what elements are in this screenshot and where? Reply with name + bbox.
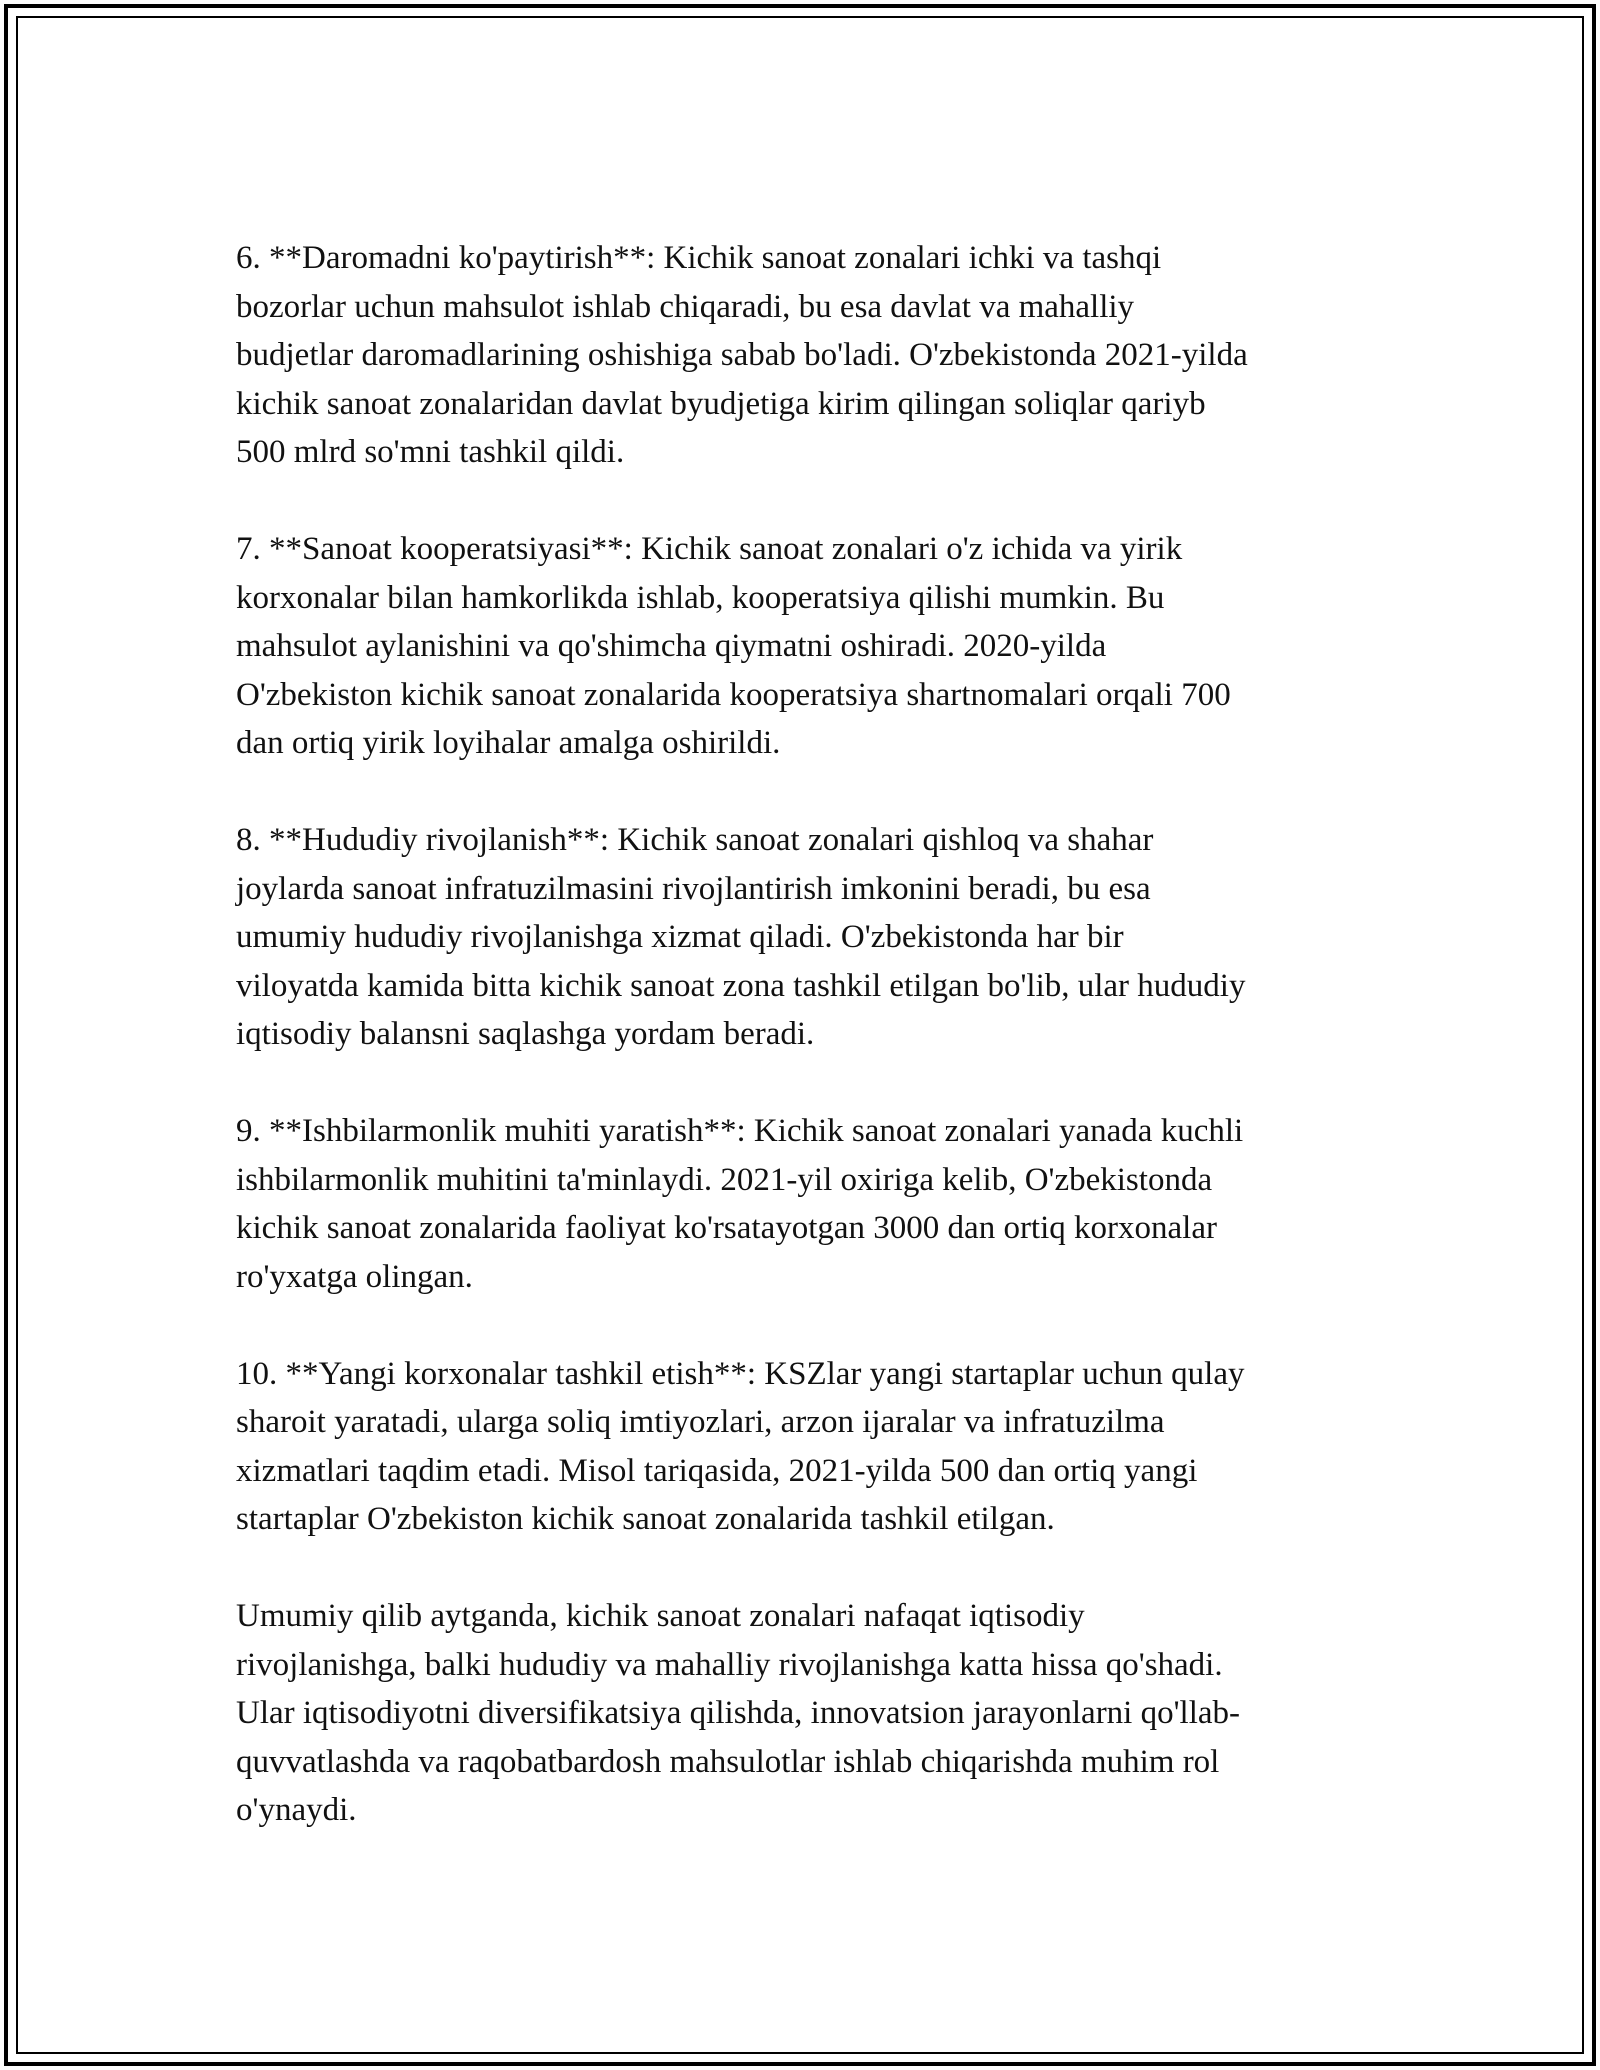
text-line: O'zbekiston kichik sanoat zonalarida kooperatsiya shartnomalari orqali 700: [236, 676, 1231, 713]
text-line: kichik sanoat zonalaridan davlat byudjetiga kirim qilingan soliqlar qariyb: [236, 385, 1206, 422]
text-line: dan ortiq yirik loyihalar amalga oshirildi.: [236, 725, 781, 761]
text-line: bozorlar uchun mahsulot ishlab chiqaradi, bu esa davlat va mahalliy: [236, 288, 1135, 325]
text-line: 500 mlrd so'mni tashkil qildi.: [236, 434, 625, 470]
paragraph-kooperatsiya: [236, 525, 1366, 768]
text-line: 7. **Sanoat kooperatsiyasi**: Kichik sanoat zonalari o'z ichida va yirik: [236, 531, 1183, 567]
text-line: o'ynaydi.: [236, 1792, 357, 1828]
paragraph-daromad: [236, 234, 1366, 477]
text-line: korxonalar bilan hamkorlikda ishlab, kooperatsiya qilishi mumkin. Bu: [236, 579, 1165, 616]
text-line: budjetlar daromadlarining oshishiga sabab bo'ladi. O'zbekistonda 2021-yilda: [236, 337, 1248, 373]
text-line: quvvatlashda va raqobatbardosh mahsulotlar ishlab chiqarishda muhim rol: [236, 1743, 1220, 1780]
text-line: 10. **Yangi korxonalar tashkil etish**: KSZlar yangi startaplar uchun qulay: [236, 1355, 1245, 1392]
document-body: [236, 234, 1366, 1883]
text-line: ishbilarmonlik muhitini ta'minlaydi. 2021-yil oxiriga kelib, O'zbekistonda: [236, 1161, 1213, 1198]
paragraph-conclusion: [236, 1592, 1366, 1835]
text-line: ro'yxatga olingan.: [236, 1258, 473, 1295]
text-line: xizmatlari taqdim etadi. Misol tariqasida, 2021-yilda 500 dan ortiq yangi: [236, 1452, 1198, 1489]
text-line: umumiy hududiy rivojlanishga xizmat qiladi. O'zbekistonda har bir: [236, 919, 1124, 955]
paragraph-hududiy: [236, 816, 1366, 1059]
text-line: startaplar O'zbekiston kichik sanoat zonalarida tashkil etilgan.: [236, 1501, 1055, 1537]
text-line: mahsulot aylanishini va qo'shimcha qiymatni oshiradi. 2020-yilda: [236, 628, 1107, 664]
text-line: iqtisodiy balansni saqlashga yordam beradi.: [236, 1016, 815, 1052]
paragraph-yangi-korxonalar: [236, 1350, 1366, 1544]
text-line: 9. **Ishbilarmonlik muhiti yaratish**: Kichik sanoat zonalari yanada kuchli: [236, 1113, 1244, 1149]
text-line: joylarda sanoat infratuzilmasini rivojlantirish imkonini beradi, bu esa: [236, 870, 1151, 907]
text-line: sharoit yaratadi, ularga soliq imtiyozlari, arzon ijaralar va infratuzilma: [236, 1404, 1165, 1440]
text-line: rivojlanishga, balki hududiy va mahalliy rivojlanishga katta hissa qo'shadi.: [236, 1646, 1223, 1683]
text-line: kichik sanoat zonalarida faoliyat ko'rsatayotgan 3000 dan ortiq korxonalar: [236, 1210, 1217, 1246]
text-line: 8. **Hududiy rivojlanish**: Kichik sanoat zonalari qishloq va shahar: [236, 822, 1154, 858]
text-line: Umumiy qilib aytganda, kichik sanoat zonalari nafaqat iqtisodiy: [236, 1598, 1085, 1634]
text-line: viloyatda kamida bitta kichik sanoat zona tashkil etilgan bo'lib, ular hududiy: [236, 967, 1246, 1004]
paragraph-ishbilarmonlik: [236, 1107, 1366, 1301]
text-line: 6. **Daromadni ko'paytirish**: Kichik sanoat zonalari ichki va tashqi: [236, 240, 1162, 276]
text-line: Ular iqtisodiyotni diversifikatsiya qilishda, innovatsion jarayonlarni qo'llab-: [236, 1695, 1241, 1731]
